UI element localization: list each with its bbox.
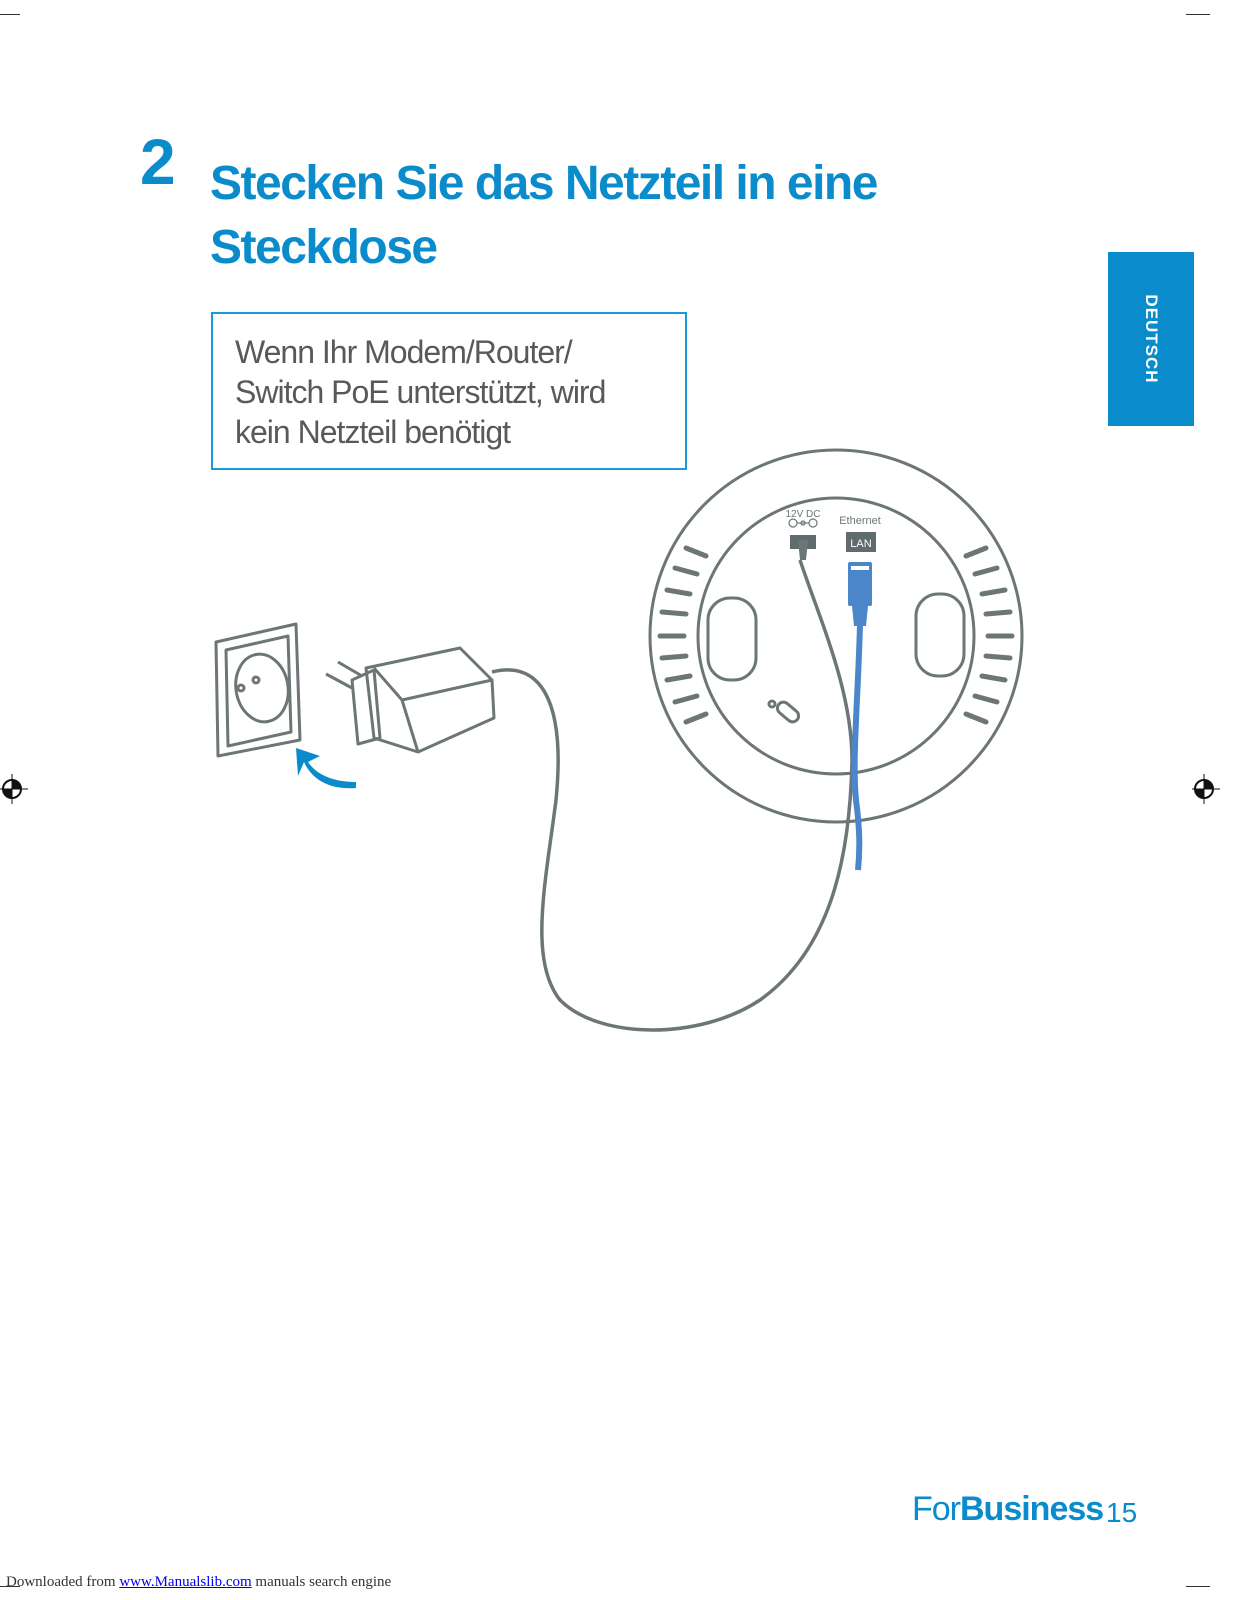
- note-text: Wenn Ihr Modem/Router/ Switch PoE unterstützt, wird kein Netzteil benötigt: [235, 334, 606, 450]
- polarity-symbol-icon: [789, 519, 817, 527]
- ethernet-label: Ethernet: [839, 515, 881, 527]
- language-tab: [1108, 252, 1194, 426]
- wall-outlet-icon: [216, 624, 300, 756]
- power-adapter-icon: [326, 648, 494, 752]
- registration-mark-left: [0, 772, 30, 806]
- crop-mark-top-right: [1186, 14, 1210, 15]
- crop-mark-bottom-right: [1186, 1586, 1210, 1587]
- power-cable: [492, 560, 852, 1030]
- mounting-slot-right: [916, 594, 964, 676]
- power-port-label: 12V DC: [785, 509, 821, 520]
- ethernet-cable: [848, 562, 872, 870]
- lan-label: LAN: [850, 538, 872, 550]
- insert-arrow-icon: [296, 748, 356, 788]
- mounting-slot-left: [708, 598, 756, 680]
- installation-illustration: [200, 440, 1040, 1060]
- brand-name: Business: [960, 1490, 1104, 1528]
- manualslib-link[interactable]: www.Manualslib.com: [119, 1574, 252, 1590]
- access-point-outer-ring: [650, 450, 1022, 822]
- step-number: 2: [140, 126, 176, 198]
- page-number: 15: [1106, 1497, 1138, 1528]
- dc-plug: [798, 540, 808, 560]
- download-footer: [6, 1574, 391, 1591]
- step-title: Stecken Sie das Netzteil in eine Steckdose: [210, 157, 877, 274]
- brand-prefix: For: [912, 1490, 960, 1528]
- brand-logo: [912, 1490, 1103, 1529]
- language-tab-label: DEUTSCH: [1142, 294, 1161, 384]
- registration-mark-right: [1190, 772, 1220, 806]
- access-point-inner-ring: [698, 498, 974, 774]
- reset-button-icon: [769, 700, 801, 725]
- footer-suffix: manuals search engine: [251, 1574, 392, 1590]
- footer-prefix: Downloaded from: [6, 1574, 120, 1590]
- crop-mark-top-left: [0, 14, 20, 15]
